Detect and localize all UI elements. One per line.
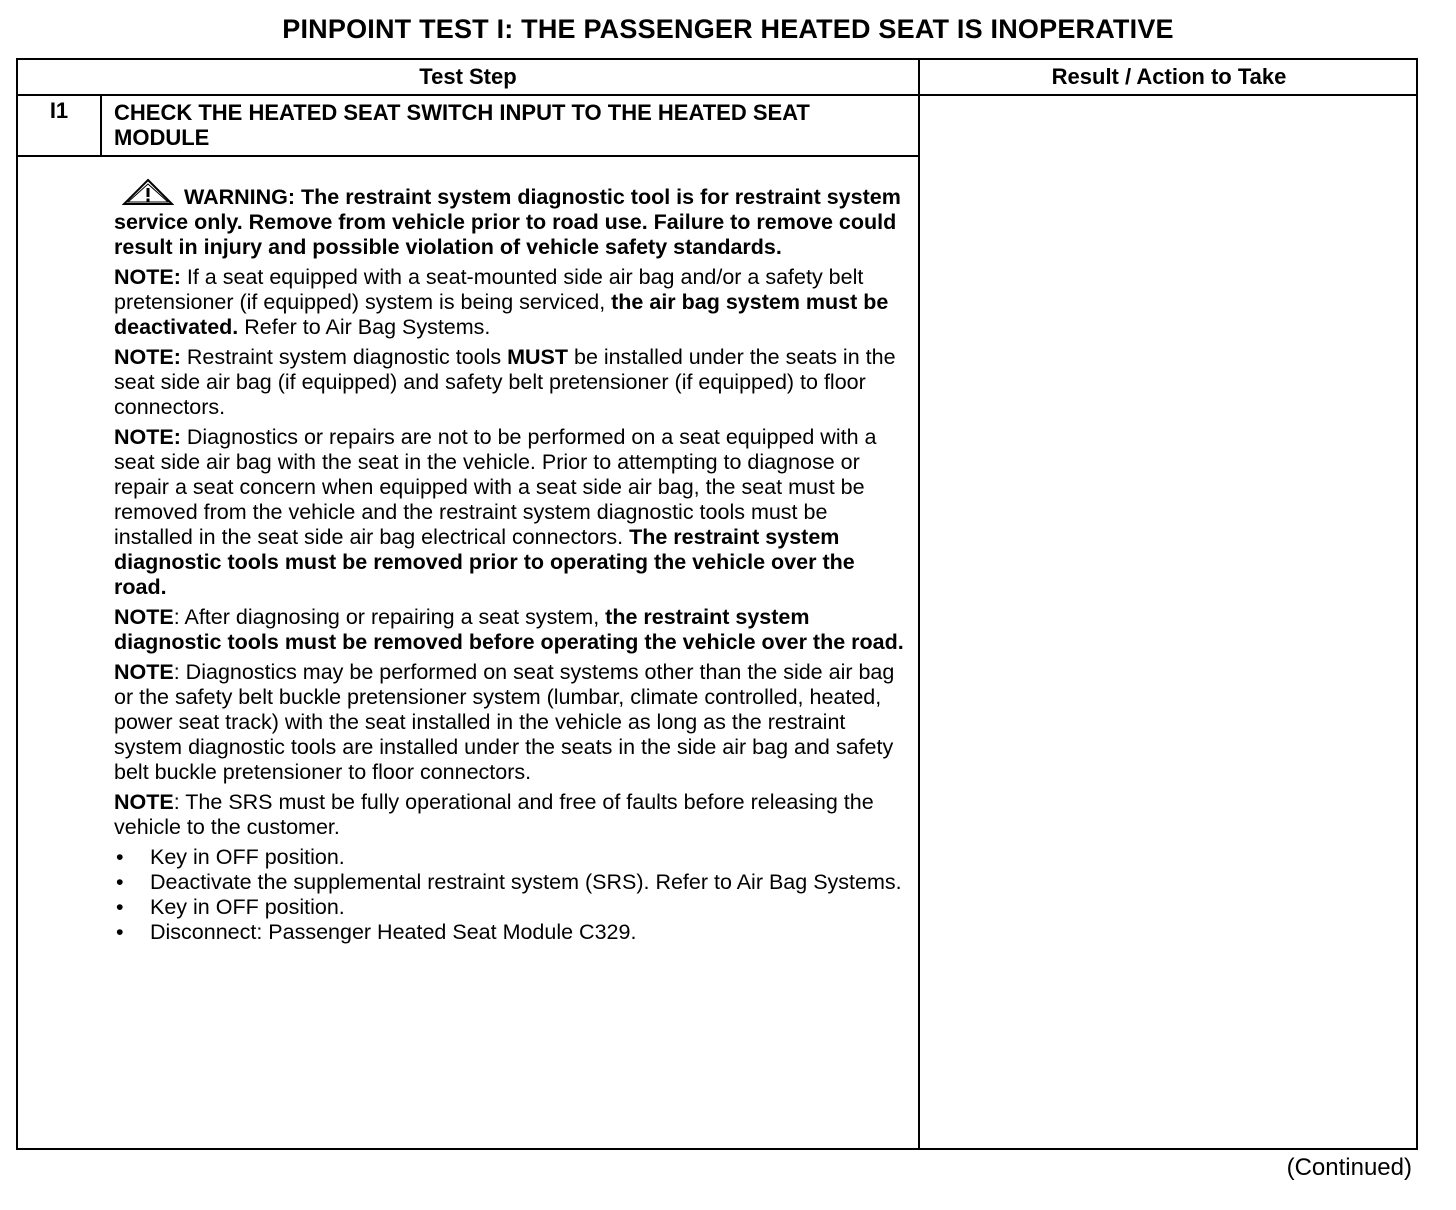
note-text: If a seat equipped with a seat-mounted side air bag and/or a safety belt pretensioner (if equipped) system is being serviced,	[114, 265, 864, 314]
list-item: • Disconnect: Passenger Heated Seat Module C329.	[114, 920, 904, 945]
note-text: : The SRS must be fully operational and free of faults before releasing the vehicle to the customer.	[114, 790, 874, 839]
step-id-divider	[100, 94, 102, 157]
list-item: • Key in OFF position.	[114, 895, 904, 920]
step-id: I1	[49, 98, 69, 123]
step-title: CHECK THE HEATED SEAT SWITCH INPUT TO THE HEATED SEAT MODULE	[114, 100, 810, 150]
note-5	[114, 660, 904, 785]
note-2	[114, 345, 904, 420]
note-text: Refer to Air Bag Systems.	[238, 315, 491, 339]
warning-paragraph	[114, 178, 904, 260]
list-item: • Deactivate the supplemental restraint system (SRS). Refer to Air Bag Systems.	[114, 870, 904, 895]
step-content	[114, 178, 904, 945]
column-divider	[918, 60, 920, 1148]
note-label: NOTE:	[114, 425, 181, 449]
header-test-step: Test Step	[419, 64, 517, 89]
note-text: Diagnostics or repairs are not to be performed on a seat equipped with a seat side air bag with the seat in the vehicle. Prior to attempting to diagnose or repair a seat concern when equipped with a seat side air bag, the seat must be removed from the vehicle and the restraint system diagnostic tools must be installed in the seat side air bag electrical connectors.	[114, 425, 877, 549]
step-bullet-list	[114, 845, 904, 945]
header-result-action: Result / Action to Take	[1051, 64, 1287, 89]
note-bold-text: The restraint system diagnostic tools must be removed prior to operating the vehicle over the road.	[114, 525, 855, 599]
note-text: : Diagnostics may be performed on seat systems other than the side air bag or the safety belt buckle pretensioner system (lumbar, climate controlled, heated, power seat track) with the seat installed in the vehicle as long as the restraint system diagnostic tools are installed under the seats in the side air bag and safety belt buckle pretensioner to floor connectors.	[114, 660, 895, 784]
note-1	[114, 265, 904, 340]
note-bold-text: MUST	[507, 345, 569, 369]
note-text: Restraint system diagnostic tools	[180, 345, 508, 369]
continued-label: (Continued)	[1286, 1154, 1412, 1181]
note-label: NOTE	[114, 790, 174, 814]
note-bold-text: the air bag system must be deactivated.	[114, 290, 889, 339]
step-title-divider	[18, 155, 918, 157]
warning-triangle-icon	[122, 178, 174, 206]
note-text: : After diagnosing or repairing a seat system,	[173, 605, 606, 629]
note-label: NOTE	[114, 605, 174, 629]
note-3	[114, 425, 904, 600]
pinpoint-test-table	[16, 58, 1418, 1150]
note-label: NOTE	[114, 660, 174, 684]
note-4	[114, 605, 904, 655]
header-divider	[18, 94, 1416, 96]
page-title: PINPOINT TEST I: THE PASSENGER HEATED SEAT IS INOPERATIVE	[282, 14, 1174, 44]
note-text: be installed under the seats in the seat side air bag (if equipped) and safety belt pretensioner (if equipped) to floor connectors.	[114, 345, 896, 419]
note-6	[114, 790, 904, 840]
list-item: • Key in OFF position.	[114, 845, 904, 870]
note-label: NOTE:	[114, 345, 181, 369]
warning-text: WARNING: The restraint system diagnostic tool is for restraint system service only. Remove from vehicle prior to road use. Failure to remove could result in injury and possible violation of vehicle safety standards.	[114, 185, 901, 259]
note-label: NOTE:	[114, 265, 181, 289]
note-bold-text: the restraint system diagnostic tools must be removed before operating the vehicle over the road.	[114, 605, 904, 654]
